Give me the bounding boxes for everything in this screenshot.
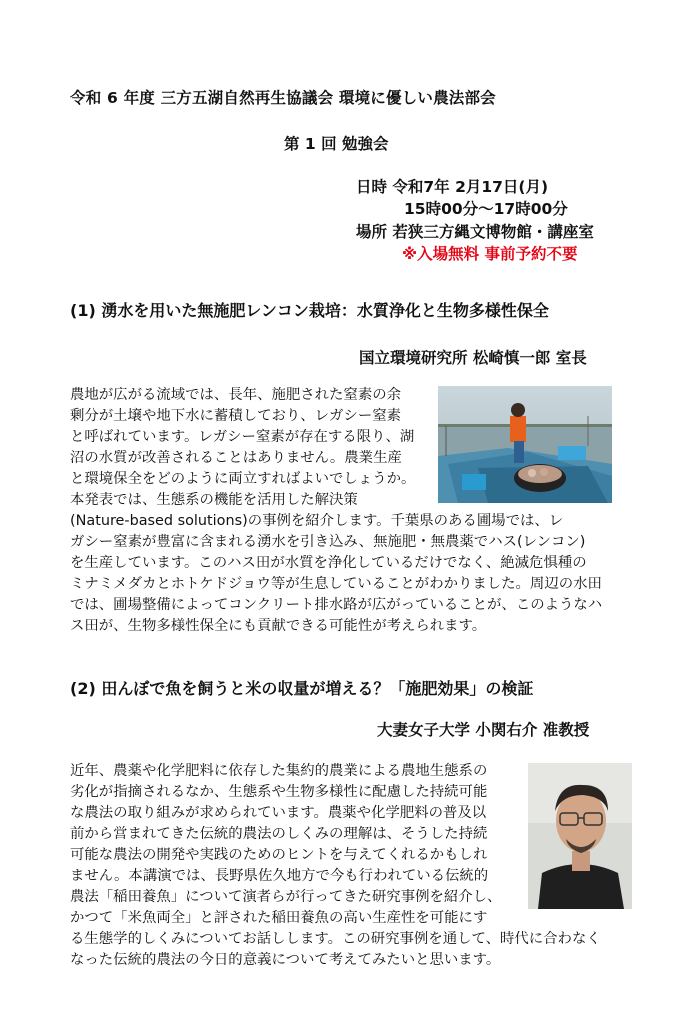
speaker-portrait-image — [528, 763, 632, 909]
talk1-line-1: 農地が広がる流域では、長年、施肥された窒素の余 — [70, 387, 401, 403]
talk2-line-6: ません。本講演では、長野県佐久地方で今も行われている伝統的 — [70, 868, 489, 884]
talk2-line-5: 可能な農法の開発や実践のためのヒントを与えてくれるかもしれ — [70, 847, 488, 863]
talk2-line-9: る生態学的しくみについてお話しします。この研究事例を通して、時代に合わなく — [70, 931, 601, 947]
session-title: 第 1 回 勉強会 — [284, 135, 389, 153]
talk1-line-11: では、圃場整備によってコンクリート排水路が広がっていることが、このようなハ — [70, 597, 603, 613]
talk1-line-4: 沼の水質が改善されることはありません。農業生産 — [70, 450, 402, 466]
talk1-line-9: を生産しています。このハス田が水質を浄化しているだけでなく、絶滅危惧種の — [70, 555, 587, 571]
event-time: 15時00分～17時00分 — [404, 200, 568, 218]
document-title: 令和 6 年度 三方五湖自然再生協議会 環境に優しい農法部会 — [70, 89, 496, 107]
event-date: 日時 令和7年 2月17日(月) — [356, 178, 549, 196]
lotus-boat-photo-image — [438, 386, 612, 503]
talk2-line-10: なった伝統的農法の今日的意義について考えてみたいと思います。 — [70, 952, 501, 968]
talk1-line-2: 剰分が土壌や地下水に蓄積しており、レガシー窒素 — [70, 408, 401, 424]
event-place: 場所 若狭三方縄文博物館・講座室 — [356, 223, 594, 241]
talk2-line-8: かつて「米魚両全」と評された稲田養魚の高い生産性を可能にす — [70, 910, 488, 926]
talk2-line-7: 農法「稲田養魚」について演者らが行ってきた研究事例を紹介し、 — [70, 889, 502, 905]
talk1-line-12: ス田が、生物多様性保全にも貢献できる可能性が考えられます。 — [70, 618, 487, 634]
lotus-boat-photo — [438, 386, 612, 503]
talk1-line-8: ガシー窒素が豊富に含まれる湧水を引き込み、無施肥・無農薬でハス(レンコン) — [70, 534, 586, 550]
talk1-line-3: と呼ばれています。レガシー窒素が存在する限り、湖 — [70, 429, 415, 445]
talk1-line-7: (Nature-based solutions)の事例を紹介します。千葉県のある圃場では、レ — [70, 513, 564, 529]
talk1-speaker: 国立環境研究所 松崎慎一郎 室長 — [359, 349, 587, 367]
talk2-speaker: 大妻女子大学 小関右介 准教授 — [377, 721, 590, 739]
talk2-line-1: 近年、農薬や化学肥料に依存した集約的農業による農地生態系の — [70, 763, 488, 779]
admission-notice: ※入場無料 事前予約不要 — [402, 245, 578, 263]
talk2-line-3: な農法の取り組みが求められています。農薬や化学肥料の普及以 — [70, 805, 487, 821]
talk1-title: (1) 湧水を用いた無施肥レンコン栽培：水質浄化と生物多様性保全 — [70, 301, 549, 320]
talk1-line-5: と環境保全をどのように両立すればよいでしょうか。 — [70, 471, 416, 487]
talk2-line-4: 前から営まれてきた伝統的農法のしくみの理解は、そうした持続 — [70, 826, 488, 842]
talk2-line-2: 劣化が指摘されるなか、生態系や生物多様性に配慮した持続可能 — [70, 784, 488, 800]
talk2-title: (2) 田んぼで魚を飼うと米の収量が増える？「施肥効果」の検証 — [70, 679, 534, 698]
talk1-line-6: 本発表では、生態系の機能を活用した解決策 — [70, 492, 358, 508]
talk1-line-10: ミナミメダカとホトケドジョウ等が生息していることがわかりました。周辺の水田 — [70, 576, 602, 592]
speaker-portrait-photo — [528, 763, 632, 909]
